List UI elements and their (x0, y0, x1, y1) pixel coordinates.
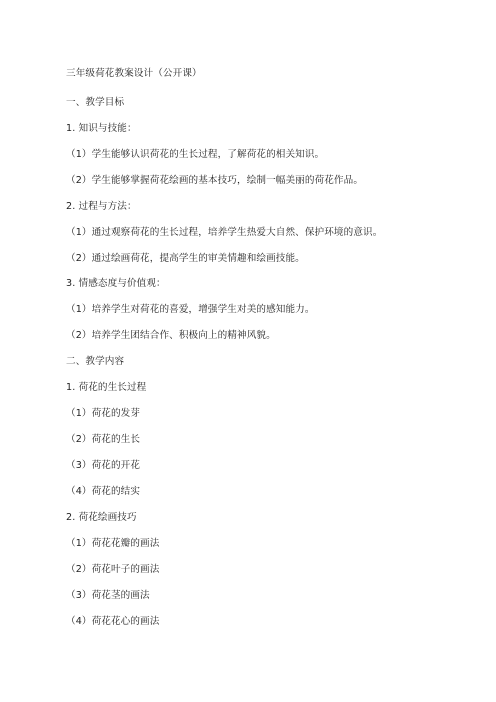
subsection-heading: 2. 荷花绘画技巧 (66, 512, 137, 523)
list-item: （1）荷花的发芽 (66, 408, 141, 419)
list-item: （2）荷花叶子的画法 (66, 564, 160, 575)
list-item: （1）荷花花瓣的画法 (66, 538, 160, 549)
section-heading-objectives: 一、教学目标 (66, 97, 125, 108)
list-item: （1）学生能够认识荷花的生长过程，了解荷花的相关知识。 (66, 149, 325, 160)
list-item: （4）荷花花心的画法 (66, 616, 160, 627)
list-item: （1）通过观察荷花的生长过程，培养学生热爱大自然、保护环境的意识。 (66, 227, 383, 238)
list-item: （2）培养学生团结合作、积极向上的精神风貌。 (66, 330, 276, 341)
list-item: （3）荷花茎的画法 (66, 590, 150, 601)
subsection-heading: 3. 情感态度与价值观： (66, 278, 166, 289)
list-item: （2）通过绘画荷花，提高学生的审美情趣和绘画技能。 (66, 253, 305, 264)
document-title: 三年级荷花教案设计（公开课） (66, 68, 202, 79)
list-item: （4）荷花的结实 (66, 486, 141, 497)
subsection-heading: 2. 过程与方法： (66, 201, 137, 212)
list-item: （3）荷花的开花 (66, 460, 141, 471)
subsection-heading: 1. 荷花的生长过程 (66, 382, 147, 393)
list-item: （2）学生能够掌握荷花绘画的基本技巧，绘制一幅美丽的荷花作品。 (66, 175, 364, 186)
section-heading-content: 二、教学内容 (66, 356, 125, 367)
list-item: （1）培养学生对荷花的喜爱，增强学生对美的感知能力。 (66, 304, 315, 315)
subsection-heading: 1. 知识与技能： (66, 123, 137, 134)
list-item: （2）荷花的生长 (66, 434, 141, 445)
